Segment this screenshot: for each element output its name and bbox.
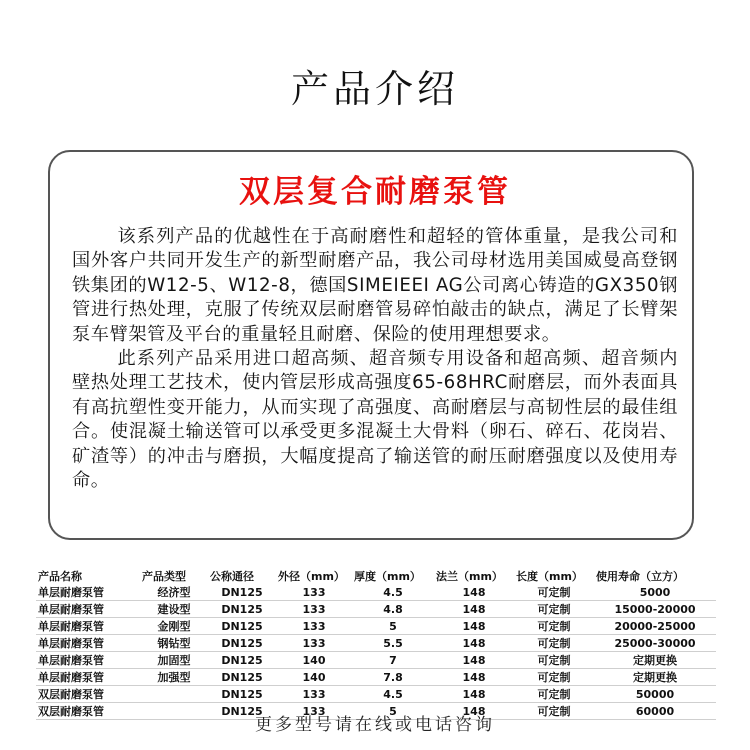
col-header-product-name: 产品名称	[38, 570, 82, 583]
cell-service-life: 20000-25000	[594, 618, 716, 635]
cell-outer-diameter: 133	[276, 601, 352, 618]
cell-nominal-diameter: DN125	[208, 584, 276, 601]
cell-product-name: 双层耐磨泵管	[36, 703, 140, 720]
cell-thickness: 7.8	[352, 669, 434, 686]
cell-flange: 148	[434, 703, 514, 720]
cell-outer-diameter: 133	[276, 584, 352, 601]
cell-flange: 148	[434, 652, 514, 669]
cell-thickness: 7	[352, 652, 434, 669]
cell-outer-diameter: 140	[276, 669, 352, 686]
cell-flange: 148	[434, 669, 514, 686]
intro-paragraph-1: 该系列产品的优越性在于高耐磨性和超轻的管体重量，是我公司和国外客户共同开发生产的新型耐磨产品，我公司母材选用美国威曼高登钢铁集团的W12-5、W12-8，德国SIMEIEEI AG公司离心铸造的GX350钢管进行热处理，克服了传统双层耐磨管易碎怕敲击的缺点，满足了长臂架泵车臂架管及平台的重量轻且耐磨、保险的使用理想要求。	[72, 226, 678, 345]
table-row	[36, 584, 716, 601]
intro-paragraph-2: 此系列产品采用进口超高频、超音频专用设备和超高频、超音频内壁热处理工艺技术，使内管层形成高强度65-68HRC耐磨层，而外表面具有高抗塑性变开能力，从而实现了高强度、高耐磨层与高韧性层的最佳组合。使混凝土输送管可以承受更多混凝土大骨料（卵石、碎石、花岗岩、矿渣等）的冲击与磨损，大幅度提高了输送管的耐压耐磨强度以及使用寿命。	[72, 348, 678, 492]
col-header-product-type: 产品类型	[142, 570, 186, 583]
product-intro-box	[48, 150, 694, 540]
cell-outer-diameter: 133	[276, 618, 352, 635]
table-row	[36, 618, 716, 635]
cell-service-life: 15000-20000	[594, 601, 716, 618]
cell-outer-diameter: 133	[276, 635, 352, 652]
page-title: 产品介绍	[290, 67, 459, 111]
cell-length: 可定制	[514, 601, 594, 618]
cell-product-type: 金刚型	[140, 618, 208, 635]
cell-product-type: 经济型	[140, 584, 208, 601]
cell-length: 可定制	[514, 584, 594, 601]
table-row	[36, 669, 716, 686]
cell-thickness: 4.5	[352, 686, 434, 703]
col-header-length: 长度（mm）	[516, 570, 583, 583]
cell-length: 可定制	[514, 635, 594, 652]
cell-thickness: 4.8	[352, 601, 434, 618]
cell-flange: 148	[434, 618, 514, 635]
cell-thickness: 5	[352, 703, 434, 720]
cell-flange: 148	[434, 601, 514, 618]
cell-nominal-diameter: DN125	[208, 669, 276, 686]
cell-service-life: 定期更换	[594, 669, 716, 686]
table-row	[36, 601, 716, 618]
cell-nominal-diameter: DN125	[208, 652, 276, 669]
footer-note: 更多型号请在线或电话咨询	[255, 715, 495, 735]
cell-nominal-diameter: DN125	[208, 635, 276, 652]
cell-nominal-diameter: DN125	[208, 601, 276, 618]
cell-product-type: 钢钻型	[140, 635, 208, 652]
cell-flange: 148	[434, 686, 514, 703]
table-row	[36, 652, 716, 669]
product-heading: 双层复合耐磨泵管	[239, 174, 511, 210]
cell-thickness: 5	[352, 618, 434, 635]
cell-nominal-diameter: DN125	[208, 618, 276, 635]
col-header-nominal-diameter: 公称通径	[210, 570, 254, 583]
cell-length: 可定制	[514, 669, 594, 686]
spec-table	[36, 568, 716, 720]
cell-product-name: 单层耐磨泵管	[36, 635, 140, 652]
col-header-outer-diameter: 外径（mm）	[278, 570, 345, 583]
cell-product-name: 单层耐磨泵管	[36, 669, 140, 686]
cell-outer-diameter: 133	[276, 686, 352, 703]
col-header-service-life: 使用寿命（立方）	[596, 570, 684, 583]
cell-product-type: 建设型	[140, 601, 208, 618]
cell-nominal-diameter: DN125	[208, 703, 276, 720]
cell-flange: 148	[434, 635, 514, 652]
cell-thickness: 5.5	[352, 635, 434, 652]
spec-table-header-row	[36, 568, 716, 584]
cell-product-name: 单层耐磨泵管	[36, 601, 140, 618]
cell-length: 可定制	[514, 652, 594, 669]
cell-length: 可定制	[514, 686, 594, 703]
cell-service-life: 定期更换	[594, 652, 716, 669]
cell-product-name: 单层耐磨泵管	[36, 652, 140, 669]
cell-product-name: 双层耐磨泵管	[36, 686, 140, 703]
cell-length: 可定制	[514, 618, 594, 635]
cell-product-type: 加强型	[140, 669, 208, 686]
cell-nominal-diameter: DN125	[208, 686, 276, 703]
cell-service-life: 60000	[594, 703, 716, 720]
table-row	[36, 686, 716, 703]
cell-product-type: 加固型	[140, 652, 208, 669]
col-header-flange: 法兰（mm）	[436, 570, 503, 583]
cell-product-name: 单层耐磨泵管	[36, 584, 140, 601]
cell-thickness: 4.5	[352, 584, 434, 601]
table-row	[36, 635, 716, 652]
cell-length: 可定制	[514, 703, 594, 720]
cell-product-type	[140, 686, 208, 703]
cell-service-life: 25000-30000	[594, 635, 716, 652]
cell-service-life: 50000	[594, 686, 716, 703]
cell-service-life: 5000	[594, 584, 716, 601]
cell-outer-diameter: 140	[276, 652, 352, 669]
cell-flange: 148	[434, 584, 514, 601]
cell-product-name: 单层耐磨泵管	[36, 618, 140, 635]
col-header-thickness: 厚度（mm）	[354, 570, 421, 583]
cell-outer-diameter: 133	[276, 703, 352, 720]
